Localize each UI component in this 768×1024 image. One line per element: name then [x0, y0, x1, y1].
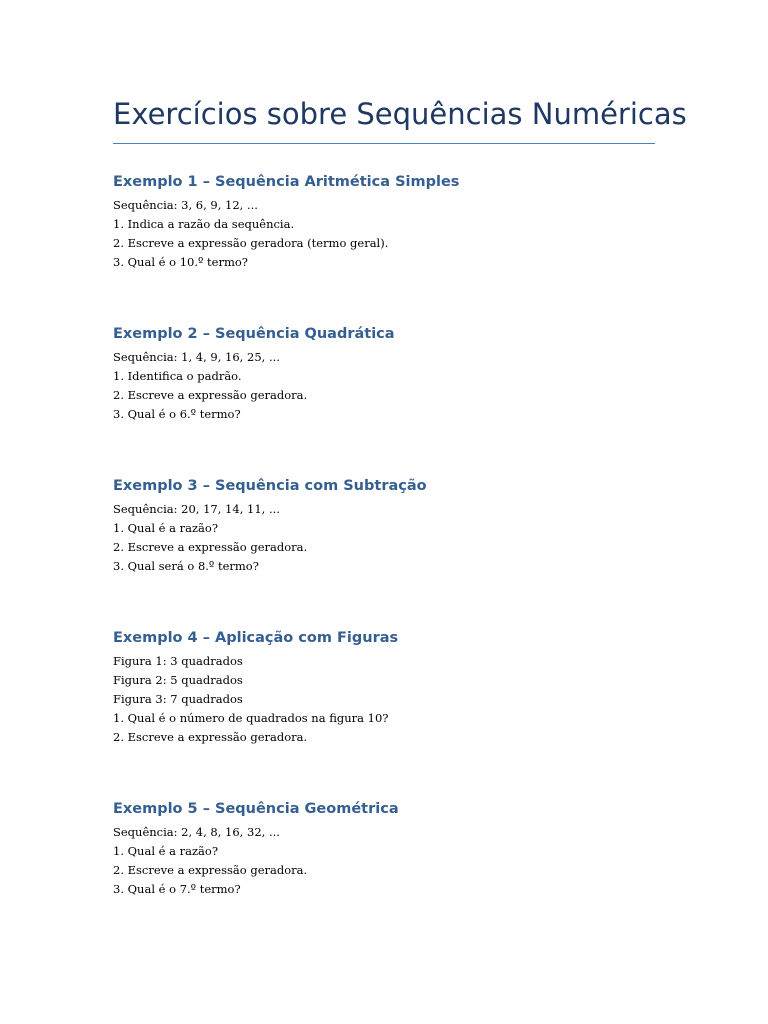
exercise-section-1: [113, 172, 655, 272]
sequence-line: Sequência: 20, 17, 14, 11, ...: [113, 502, 280, 516]
exercise-section-4: [113, 628, 655, 747]
question-line: 2. Escreve a expressão geradora.: [113, 863, 308, 877]
exercise-section-5: [113, 799, 655, 899]
sequence-line: Sequência: 3, 6, 9, 12, ...: [113, 198, 258, 212]
sequence-line: Sequência: 1, 4, 9, 16, 25, ...: [113, 350, 280, 364]
figure-line: Figura 3: 7 quadrados: [113, 692, 243, 706]
question-line: 1. Indica a razão da sequência.: [113, 217, 295, 231]
question-line: 3. Qual será o 8.º termo?: [113, 559, 259, 573]
question-line: 1. Qual é a razão?: [113, 844, 218, 858]
section-heading: Exemplo 2 – Sequência Quadrática: [113, 326, 395, 342]
question-line: 1. Identifica o padrão.: [113, 369, 242, 383]
exercise-section-2: [113, 324, 655, 424]
question-line: 1. Qual é o número de quadrados na figura 10?: [113, 711, 389, 725]
question-line: 1. Qual é a razão?: [113, 521, 218, 535]
section-heading: Exemplo 3 – Sequência com Subtração: [113, 478, 427, 494]
question-line: 2. Escreve a expressão geradora.: [113, 388, 308, 402]
question-line: 2. Escreve a expressão geradora.: [113, 730, 308, 744]
document-page: [113, 94, 687, 896]
figure-line: Figura 2: 5 quadrados: [113, 673, 243, 687]
document-title: Exercícios sobre Sequências Numéricas: [113, 94, 655, 144]
question-line: 2. Escreve a expressão geradora.: [113, 540, 308, 554]
question-line: 3. Qual é o 7.º termo?: [113, 882, 241, 896]
question-line: 3. Qual é o 6.º termo?: [113, 407, 241, 421]
section-heading: Exemplo 1 – Sequência Aritmética Simples: [113, 174, 460, 190]
question-line: 3. Qual é o 10.º termo?: [113, 255, 248, 269]
section-heading: Exemplo 5 – Sequência Geométrica: [113, 801, 399, 817]
exercise-section-3: [113, 476, 655, 576]
figure-line: Figura 1: 3 quadrados: [113, 654, 243, 668]
sequence-line: Sequência: 2, 4, 8, 16, 32, ...: [113, 825, 280, 839]
section-heading: Exemplo 4 – Aplicação com Figuras: [113, 630, 399, 646]
question-line: 2. Escreve a expressão geradora (termo geral).: [113, 236, 389, 250]
